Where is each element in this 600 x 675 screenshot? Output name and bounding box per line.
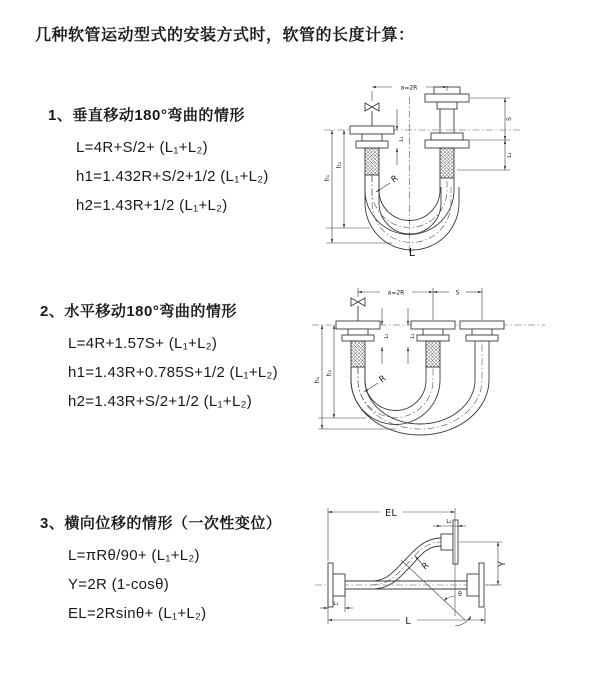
dim-label-l2: L₂	[446, 519, 452, 525]
left-flange-fitting	[336, 321, 380, 367]
radius-label: R	[420, 560, 432, 573]
dim-label-h2: h₂	[326, 369, 333, 377]
section-vertical-movement	[48, 104, 269, 220]
dim-label-h1: h₁	[324, 174, 331, 182]
formula-line: h1=1.432R+S/2+1/2 (L₁+L₂)	[76, 168, 269, 185]
dim-label-s: S	[506, 117, 513, 121]
dim-label-h1: h₁	[314, 376, 321, 384]
formula-line: L=4R+1.57S+ (L₁+L₂)	[68, 335, 218, 352]
formula-line: h1=1.43R+0.785S+1/2 (L₁+L₂)	[68, 364, 278, 381]
section-3-formulas	[40, 541, 281, 628]
dim-label-l1: L₁	[333, 601, 339, 607]
right-flange-fitting	[460, 321, 504, 341]
page-title: 几种软管运动型式的安装方式时，软管的长度计算：	[35, 27, 415, 44]
upper-flange-fitting	[441, 520, 458, 564]
formula-line: h2=1.43R+S/2+1/2 (L₁+L₂)	[68, 393, 253, 410]
section-1-formulas	[48, 133, 269, 220]
formula-line: L=4R+S/2+ (L₁+L₂)	[76, 139, 208, 156]
section-2-formulas	[40, 329, 278, 416]
right-flange-fitting	[425, 87, 469, 178]
section-3-heading: 3、横向位移的情形（一次性变位）	[40, 515, 282, 532]
right-flange-fitting	[467, 563, 484, 607]
dim-label-a2r: a=2R	[400, 84, 418, 92]
angle-label: θ	[458, 591, 462, 598]
dim-label-l: L	[405, 616, 411, 627]
dim-label-l2: L₂	[410, 333, 416, 339]
formula-line: Y=2R (1-cosθ)	[68, 576, 170, 593]
dim-label-l1: L₁	[384, 333, 390, 339]
center-flange-fitting	[411, 321, 455, 367]
valve-icon	[351, 298, 365, 321]
dimension-lines	[314, 288, 482, 429]
diagram-lateral-displacement	[295, 498, 600, 648]
length-label: L	[408, 246, 416, 259]
dim-label-l2: L₂	[507, 152, 513, 158]
dim-label-a2r: a=2R	[387, 289, 405, 297]
formula-line: EL=2Rsinθ+ (L₁+L₂)	[68, 605, 207, 622]
hose-curves	[351, 341, 489, 435]
left-flange-fitting	[350, 126, 394, 175]
formula-line: h2=1.43R+1/2 (L₁+L₂)	[76, 197, 228, 214]
diagram-horizontal-180-bend	[310, 280, 595, 455]
section-2-heading: 2、水平移动180°弯曲的情形	[40, 303, 237, 320]
diagram-vertical-180-bend	[312, 75, 592, 260]
formula-line: L=πRθ/90+ (L₁+L₂)	[68, 547, 200, 564]
radius-label: R	[377, 373, 389, 386]
dim-label-el: EL	[385, 508, 397, 519]
dim-label-s: S	[455, 289, 460, 297]
radius-label: R	[389, 173, 401, 186]
dim-label-l1: L₁	[399, 136, 405, 142]
dim-label-y: Y	[498, 561, 508, 567]
valve-icon	[365, 103, 379, 126]
section-1-heading: 1、垂直移动180°弯曲的情形	[48, 107, 245, 124]
dim-label-h2: h₂	[336, 161, 343, 169]
section-lateral-displacement	[40, 512, 281, 628]
section-horizontal-movement	[40, 300, 278, 416]
